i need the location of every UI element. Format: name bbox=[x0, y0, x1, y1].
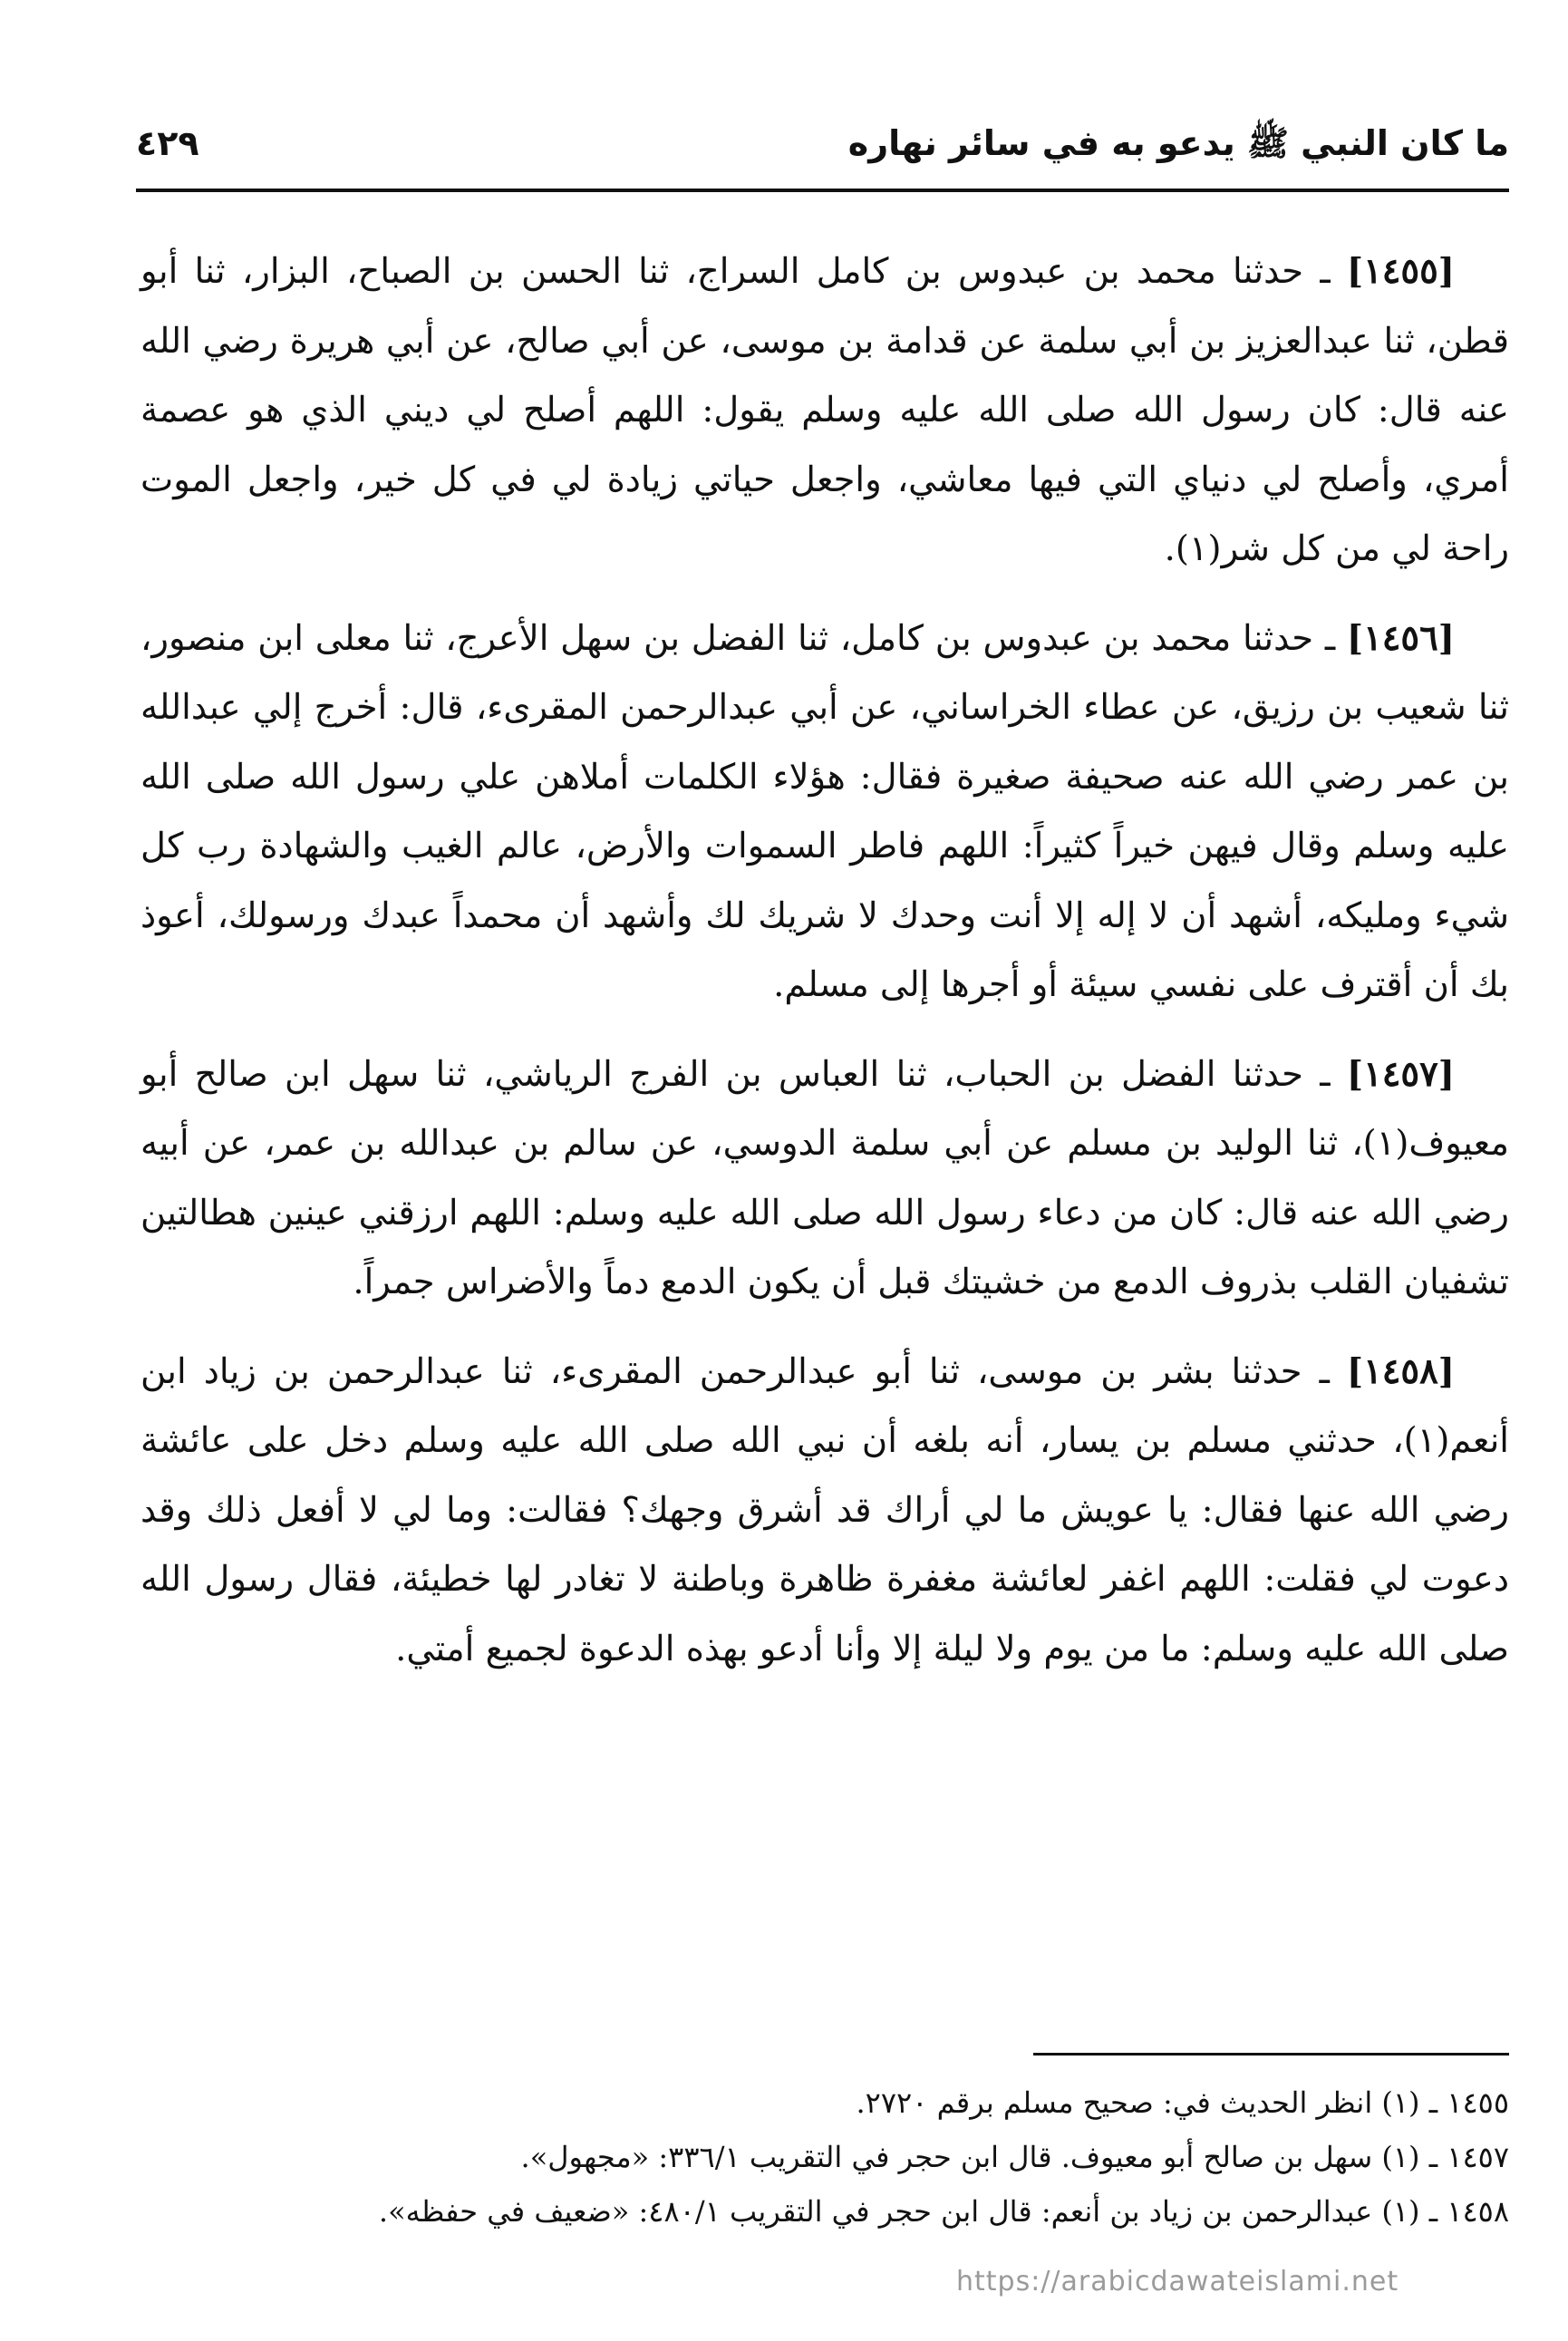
hadith-list bbox=[140, 237, 1509, 1704]
footnote-1458: ١٤٥٨ ـ (١) عبدالرحمن بن زياد بن أنعم: قال ابن حجر في التقريب ٤٨٠/١: «ضعيف في حفظه». bbox=[378, 2194, 1509, 2229]
footnotes bbox=[227, 2075, 1509, 2239]
hadith-1458 bbox=[140, 1338, 1509, 1685]
hadith-text: ـ حدثنا الفضل بن الحباب، ثنا العباس بن الفرج الرياشي، ثنا سهل ابن صالح أبو معيوف(١)، ثنا الوليد بن مسلم عن أبي سلمة الدوسي، عن سالم بن عبدالله بن عمر، عن أبيه رضي الله عنه قال: كان من دعاء رسول الله صلى الله عليه وسلم: اللهم ارزقني عينين هطالتين تشفيان القلب بذروف الدمع من خشيتك قبل أن يكون الدمع دماً والأضراس جمراً. bbox=[140, 1053, 1509, 1302]
hadith-number: [١٤٥٨] bbox=[1346, 1350, 1455, 1392]
hadith-1457 bbox=[140, 1040, 1509, 1318]
footnote-1457: ١٤٥٧ ـ (١) سهل بن صالح أبو معيوف. قال ابن حجر في التقريب ٣٣٦/١: «مجهول». bbox=[520, 2140, 1509, 2174]
hadith-text: ـ حدثنا محمد بن عبدوس بن كامل، ثنا الفضل بن سهل الأعرج، ثنا معلى ابن منصور، ثنا شعيب بن رزيق، عن عطاء الخراساني، عن أبي عبدالرحمن المقرىء، قال: أخرج إلي عبدالله بن عمر رضي الله عنه صحيفة صغيرة فقال: هؤلاء الكلمات أملاهن علي رسول الله صلى الله عليه وسلم وقال فيهن خيراً كثيراً: اللهم فاطر السموات والأرض، عالم الغيب والشهادة رب كل شيء ومليكه، أشهد أن لا إله إلا أنت وحدك لا شريك لك وأشهد أن محمداً عبدك ورسولك، أعوذ بك أن أقترف على نفسي سيئة أو أجرها إلى مسلم. bbox=[140, 617, 1509, 1005]
hadith-number: [١٤٥٦] bbox=[1346, 617, 1455, 659]
watermark-url: https://arabicdawateislami.net bbox=[956, 2266, 1399, 2297]
page-number: ٤٢٩ bbox=[136, 123, 199, 163]
hadith-1455 bbox=[140, 237, 1509, 585]
hadith-text: ـ حدثنا محمد بن عبدوس بن كامل السراج، ثنا الحسن بن الصباح، البزار، ثنا أبو قطن، ثنا عبدالعزيز بن أبي سلمة عن قدامة بن موسى، عن أبي صالح، عن أبي هريرة رضي الله عنه قال: كان رسول الله صلى الله عليه وسلم يقول: اللهم أصلح لي ديني الذي هو عصمة أمري، وأصلح لي دنياي التي فيها معاشي، واجعل حياتي زيادة لي في كل خير، واجعل الموت راحة لي من كل شر(١). bbox=[140, 251, 1509, 569]
hadith-1456 bbox=[140, 605, 1509, 1021]
hadith-text: ـ حدثنا بشر بن موسى، ثنا أبو عبدالرحمن المقرىء، ثنا عبدالرحمن بن زياد ابن أنعم(١)، حدثني مسلم بن يسار، أنه بلغه أن نبي الله صلى الله عليه وسلم دخل على عائشة رضي الله عنها فقال: يا عويش ما لي أراك قد أشرق وجهك؟ فقالت: وما لي لا أفعل ذلك وقد دعوت لي فقلت: اللهم اغفر لعائشة مغفرة ظاهرة وباطنة لا تغادر لها خطيئة، فقال رسول الله صلى الله عليه وسلم: ما من يوم ولا ليلة إلا وأنا أدعو بهذه الدعوة لجميع أمتي. bbox=[140, 1350, 1509, 1669]
running-title: ما كان النبي ﷺ يدعو به في سائر نهاره bbox=[847, 123, 1509, 163]
footnote-divider bbox=[1033, 2053, 1509, 2056]
footnote-1455: ١٤٥٥ ـ (١) انظر الحديث في: صحيح مسلم برقم ٢٧٢٠. bbox=[856, 2085, 1509, 2120]
hadith-number: [١٤٥٧] bbox=[1346, 1053, 1455, 1095]
page-header bbox=[136, 107, 1509, 192]
hadith-number: [١٤٥٥] bbox=[1346, 251, 1455, 292]
